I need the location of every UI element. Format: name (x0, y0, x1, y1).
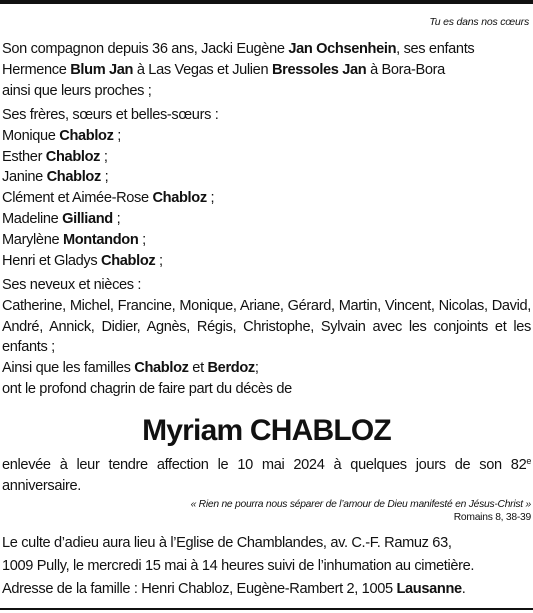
family-line-2: Hermence Blum Jan à Las Vegas et Julien Bressoles Jan à Bora-Bora (2, 61, 445, 78)
sibling-item: Esther Chabloz ; (2, 148, 108, 165)
death-notice (2, 455, 531, 497)
family-section (2, 39, 531, 101)
death-text: enlevée à leur tendre affection le 10 mai 2024 à quelques jours de son 82e anniversaire. (2, 456, 531, 494)
nephews-intro: Ses neveux et nièces : (2, 277, 142, 293)
nephews-section (2, 275, 531, 400)
siblings-intro: Ses frères, sœurs et belles-sœurs : (2, 107, 219, 123)
family-line-1: Son compagnon depuis 36 ans, Jacki Eugène Jan Ochsenhein, ses enfants (2, 41, 475, 57)
funeral-line-1: Le culte d’adieu aura lieu à l’Eglise de Chamblandes, av. C.-F. Ramuz 63, (2, 535, 452, 551)
family-line-3: ainsi que leurs proches ; (2, 82, 152, 99)
sibling-item: Janine Chabloz ; (2, 169, 109, 186)
sibling-item: Monique Chabloz ; (2, 127, 121, 144)
families-line: Ainsi que les familles Chabloz et Berdoz; (2, 360, 259, 377)
sibling-item: Marylène Montandon ; (2, 231, 146, 248)
sibling-item: Henri et Gladys Chabloz ; (2, 252, 163, 269)
sibling-item: Clément et Aimée-Rose Chabloz ; (2, 190, 215, 207)
announcement: ont le profond chagrin de faire part du décès de (2, 380, 292, 397)
funeral-section (2, 532, 531, 601)
bible-verse (191, 498, 531, 524)
funeral-line-3: Adresse de la famille : Henri Chabloz, Eugène-Rambert 2, 1005 Lausanne. (2, 581, 466, 597)
motto: Tu es dans nos cœurs (429, 16, 529, 28)
siblings-section (2, 105, 531, 271)
deceased-name: Myriam CHABLOZ (142, 414, 391, 447)
funeral-line-2: 1009 Pully, le mercredi 15 mai à 14 heures suivi de l’inhumation au cimetière. (2, 558, 475, 574)
verse-reference: Romains 8, 38-39 (453, 512, 531, 523)
sibling-item: Madeline Gilliand ; (2, 210, 121, 227)
top-rule (0, 0, 533, 4)
bottom-rule (0, 608, 533, 610)
nephews-list: Catherine, Michel, Francine, Monique, Ariane, Gérard, Martin, Vincent, Nicolas, David, André, Annick, Didier, Agnès, Régis, Christophe, Sylvain avec les conjoints et les enfants ; (2, 297, 531, 356)
verse-quote: « Rien ne pourra nous séparer de l’amour de Dieu manifesté en Jésus-Christ » (190, 499, 531, 510)
